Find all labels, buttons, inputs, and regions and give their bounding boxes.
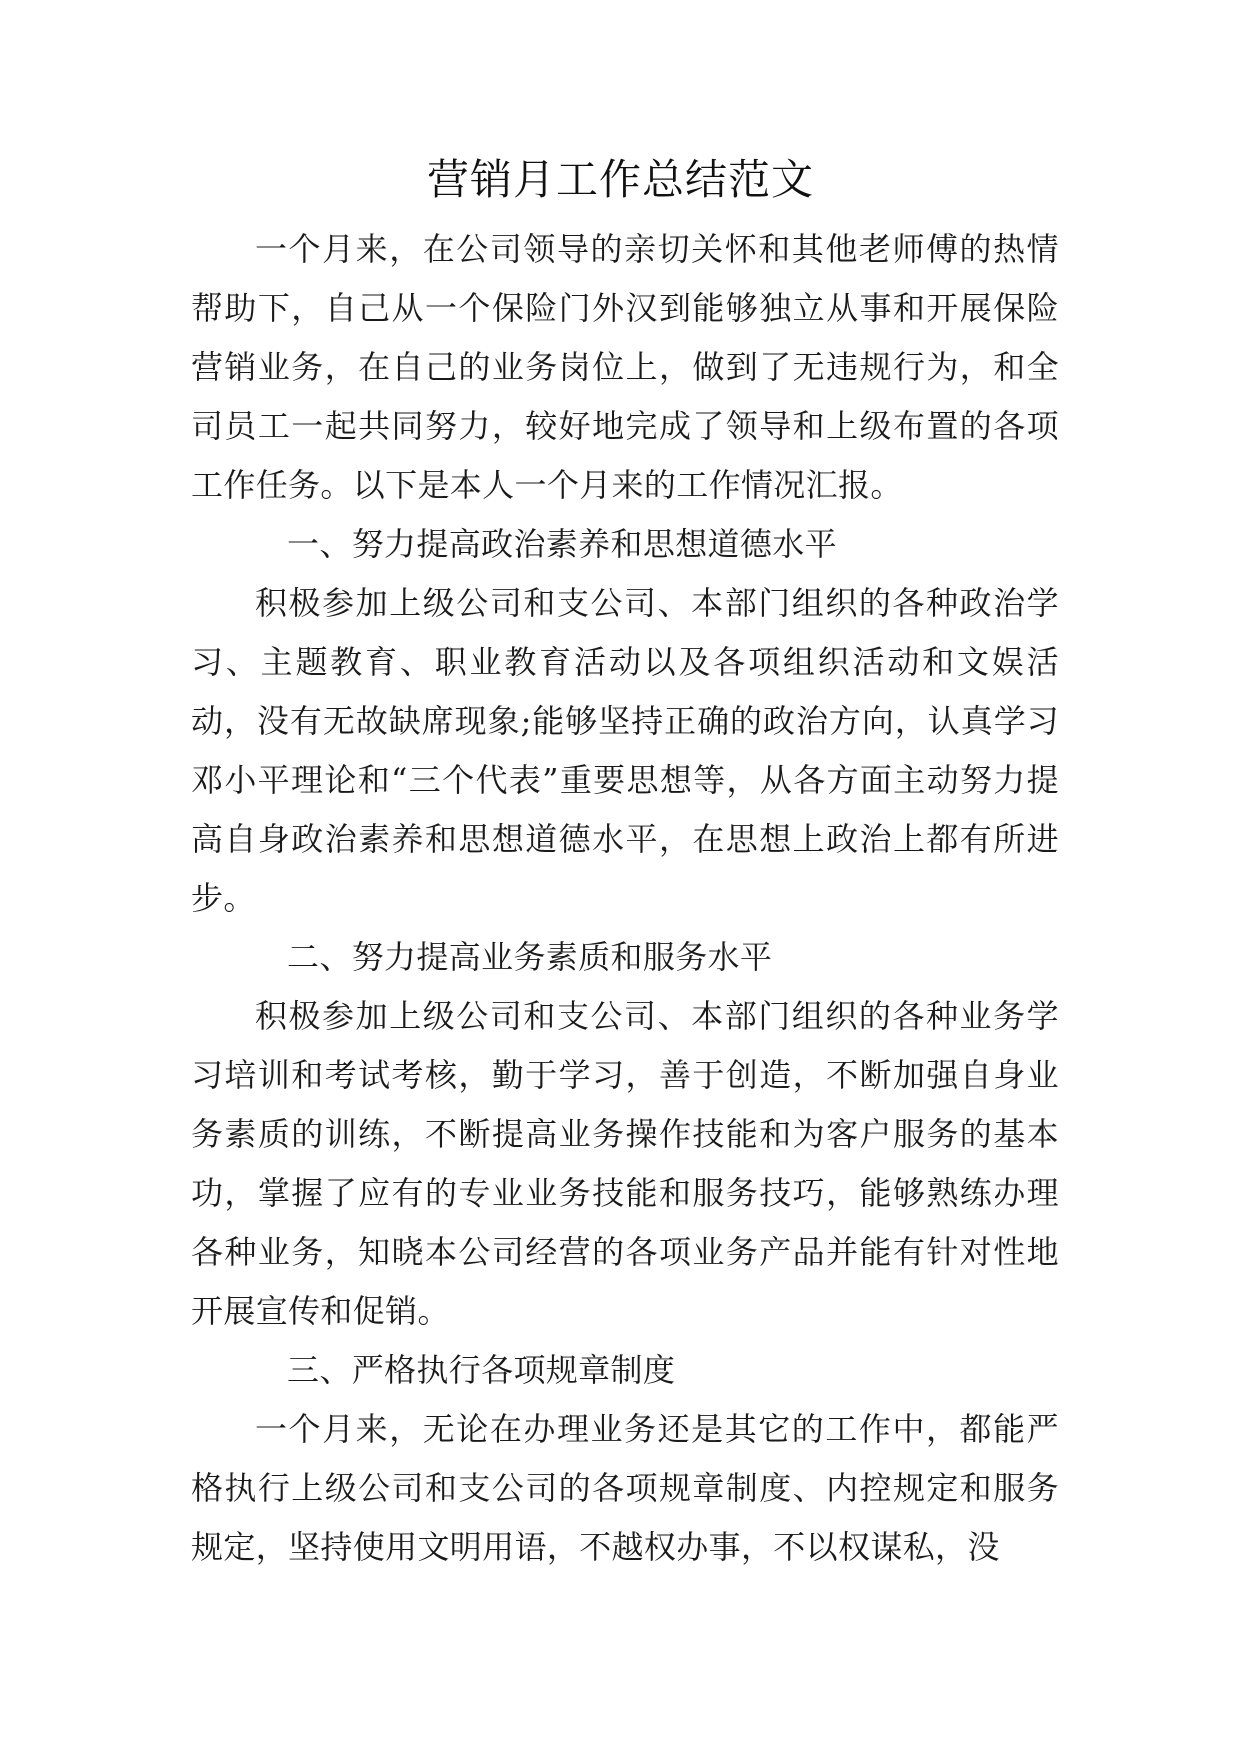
section-body-3: 一个月来，无论在办理业务还是其它的工作中，都能严格执行上级公司和支公司的各项规章制度、内控规定和服务规定，坚持使用文明用语，不越权办事，不以权谋私，没 <box>191 1410 1059 1566</box>
section-heading-3: 三、严格执行各项规章制度 <box>287 1351 676 1389</box>
document-title: 营销月工作总结范文 <box>426 155 814 204</box>
section-body-1: 积极参加上级公司和支公司、本部门组织的各种政治学习、主题教育、职业教育活动以及各项组织活动和文娱活动，没有无故缺席现象;能够坚持正确的政治方向，认真学习邓小平理论和“三个代表”重要思想等，从各方面主动努力提高自身政治素养和思想道德水平，在思想上政治上都有所进步。 <box>191 584 1059 917</box>
section-body-2: 积极参加上级公司和支公司、本部门组织的各种业务学习培训和考试考核，勤于学习，善于创造，不断加强自身业务素质的训练，不断提高业务操作技能和为客户服务的基本功，掌握了应有的专业业务技能和服务技巧，能够熟练办理各种业务，知晓本公司经营的各项业务产品并能有针对性地开展宣传和促销。 <box>191 997 1059 1330</box>
section-heading-1: 一、努力提高政治素养和思想道德水平 <box>287 525 837 563</box>
intro-paragraph: 一个月来，在公司领导的亲切关怀和其他老师傅的热情帮助下，自己从一个保险门外汉到能够独立从事和开展保险营销业务，在自己的业务岗位上，做到了无违规行为，和全司员工一起共同努力，较好地完成了领导和上级布置的各项工作任务。以下是本人一个月来的工作情况汇报。 <box>191 230 1059 504</box>
document-body <box>191 220 1059 1577</box>
section-heading-2: 二、努力提高业务素质和服务水平 <box>287 938 773 976</box>
